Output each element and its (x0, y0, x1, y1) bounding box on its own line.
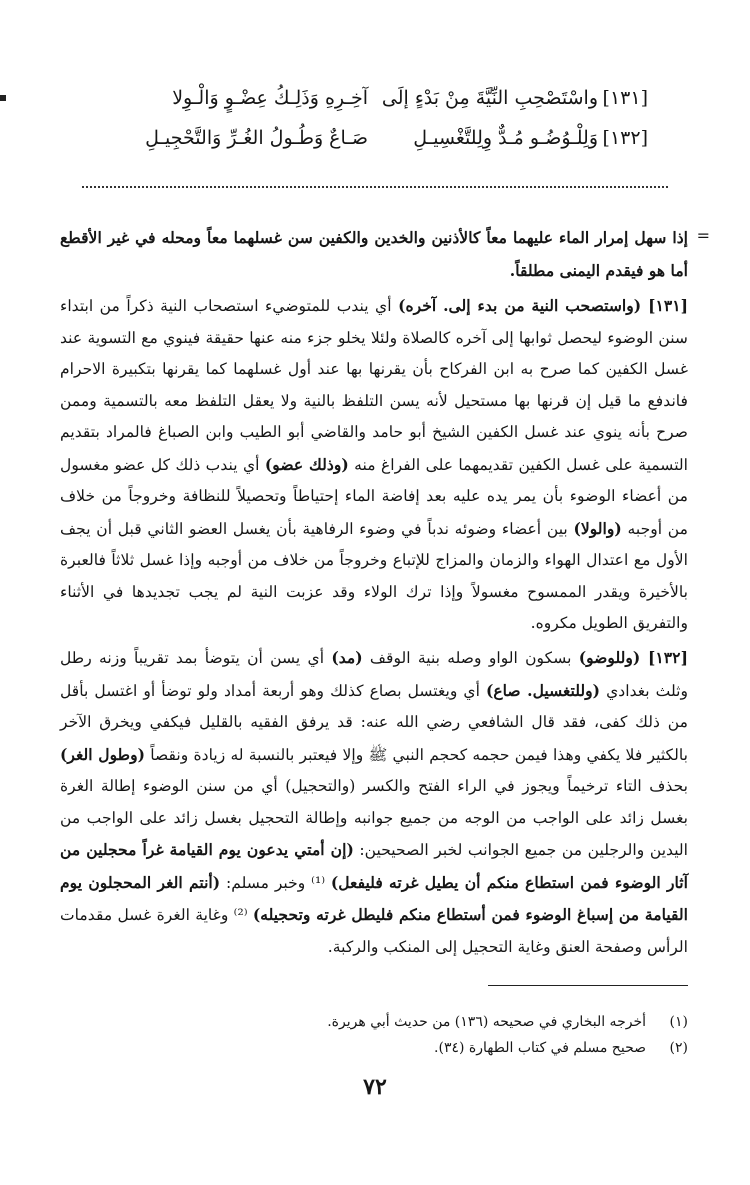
commentary-text: بين أعضاء وضوئه ندباً في وضوء الرفاهية بأن يغسل العضو الثاني قبل أن يجف الأول مع اعتدال الهواء والزمان والمزاج للإتباع وخروجاً من خلاف من أوجبه وإذا غسل ثلاثاً فالعبرة بالأخيرة ويقدر الممسوح مغسولاً وإذا ترك الولاء وقد عزبت النية لم يجب تجديدها في الأثناء والتفريق الطويل مكروه. (60, 519, 688, 632)
commentary-text: أي ويغتسل بصاع كذلك وهو أربعة أمداد ولو توضأ أو اغتسل بأقل من ذلك كفى، فقد قال الشافعي رضي الله عنه: قد يرفق الفقيه بالقليل فيكفي ويخرق الآخر بالكثير فلا يكفي وهذا فيمن حجمه كحجم النبي ﷺ وإلا فيعتبر بالنسبة له زيادة ونقصاً (60, 681, 688, 764)
verse-ref: (وذلك عضو) (264, 454, 349, 474)
verse-ref: (وللتغسيل. صاع) (485, 680, 601, 700)
continued-paragraph-text: إذا سهل إمرار الماء عليهما معاً كالأذنين والخدين والكفين سن غسلهما معاً ومحله في غير الأقطع أما هو فيقدم اليمنى مطلقاً. (60, 228, 688, 280)
commentary-text: بحذف التاء ترخيماً ويجوز في الراء الفتح والكسر (والتحجيل) أي من سنن الوضوء إطالة الغرة بغسل زائد على الواجب من الوجه من جميع جوانبه وإطالة التحجيل بغسل زائد على الواجب من اليدين والرجلين من جميع الجوانب لخبر الصحيحين: (60, 777, 689, 859)
verse-ref: (مد) (331, 648, 363, 667)
verse-number: [١٣١] (602, 87, 648, 109)
verse-131 (88, 78, 648, 118)
hadith-quote: (أنتم الغر المحجلون يوم القيامة من إسباغ الوضوء فمن أستطاع منكم فليطل غرته وتحجيله) (60, 872, 688, 924)
verse-second-hemistich: صَـاعٌ وَطُـولُ الغُـرِّ وَالتَّحْجِيـلِ (145, 127, 368, 149)
continued-paragraph (60, 222, 688, 287)
commentary-text: بسكون الواو وصله بنية الوقف (362, 649, 572, 667)
verse-ref: (والولا) (573, 518, 622, 538)
commentary-text: أي يسن أن يتوضأ بمد تقريباً وزنه رطل وثلث بغدادي (60, 649, 688, 700)
margin-mark (0, 95, 6, 101)
verse-ref: (وطول الغر) (60, 744, 145, 764)
footnote-text: أخرجه البخاري في صحيحه (١٣٦) من حديث أبي هريرة. (327, 1014, 646, 1030)
commentary-text: ⁽¹⁾ وخبر مسلم: (220, 873, 326, 892)
hadith-quote: (إن أمتي يدعون يوم القيامة غراً محجلين من آثار الوضوء فمن استطاع منكم أن يطيل غرته فليفعل) (60, 840, 688, 892)
verse-first-hemistich: وَلِلْـوُضُـو مُـدٌّ وِلِلتَّغْسِيـلِ (413, 127, 598, 149)
footnote-number: (١) (669, 1014, 688, 1030)
verse-second-hemistich: آخِـرِهِ وَذَلِـكُ عِضْـوٍ وَالْـوِلا (172, 87, 368, 109)
footnote-text: صحيح مسلم في كتاب الطهارة (٣٤). (434, 1040, 646, 1056)
commentary-131 (60, 290, 688, 640)
footnote-rule (488, 985, 688, 986)
commentary-text: أي يندب ذلك كل عضو مغسول من أعضاء الوضوء بأن يمر يده عليه بعد إفاضة الماء إحتياطاً وتحصيلاً للنظافة وخروجاً من خلاف من أوجبه (60, 455, 688, 538)
poem-verses (88, 78, 648, 158)
commentary-132 (60, 642, 688, 963)
continuation-marker: = (696, 226, 710, 245)
commentary-text: أي يندب للمتوضيء استصحاب النية ذكراً من ابتداء سنن الوضوء ليحصل ثوابها إلى آخره كالصلاة ولئلا يخلو جزء منه عنها حقيقة فينوي مع التسوية عند غسل الكفين كما صرح به ابن الفركاح بأن يقرنها بها عند أول غسلهما كما يقرنها بتكبيرة الاحرام فاندفع ما قيل إن قرنها بها مستحيل لأنه يسن التلفظ بالنية ولا يعقل التلفظ معه بالتسمية وممن صرح بأنه ينوي عند غسل الكفين الشيخ أبو حامد والقاضي أبو الطيب وابن الصباغ فالمراد بتقديم التسمية على غسل الكفين تقديمهما على الفراغ منه (60, 297, 688, 474)
verse-ref: [١٣١] (واستصحب النية من بدء إلى. آخره) (398, 296, 688, 315)
footnote-2 (60, 1040, 688, 1056)
footnote-number: (٢) (669, 1040, 688, 1056)
commentary-text: ⁽²⁾ وغاية الغرة غسل مقدمات الرأس وصفحة العنق وغاية التحجيل إلى المنكب والركبة. (60, 906, 688, 956)
page-number: ٧٢ (363, 1074, 387, 1100)
verse-number: [١٣٢] (602, 127, 648, 149)
footnote-1 (60, 1014, 688, 1030)
verse-ref: [١٣٢] (وللوضو) (578, 648, 688, 667)
dotted-separator (82, 186, 668, 188)
verse-first-hemistich: واسْتَصْحِبِ النِّيَّةَ مِنْ بَدْءٍ إلَى (381, 87, 598, 109)
verse-132 (88, 118, 648, 158)
